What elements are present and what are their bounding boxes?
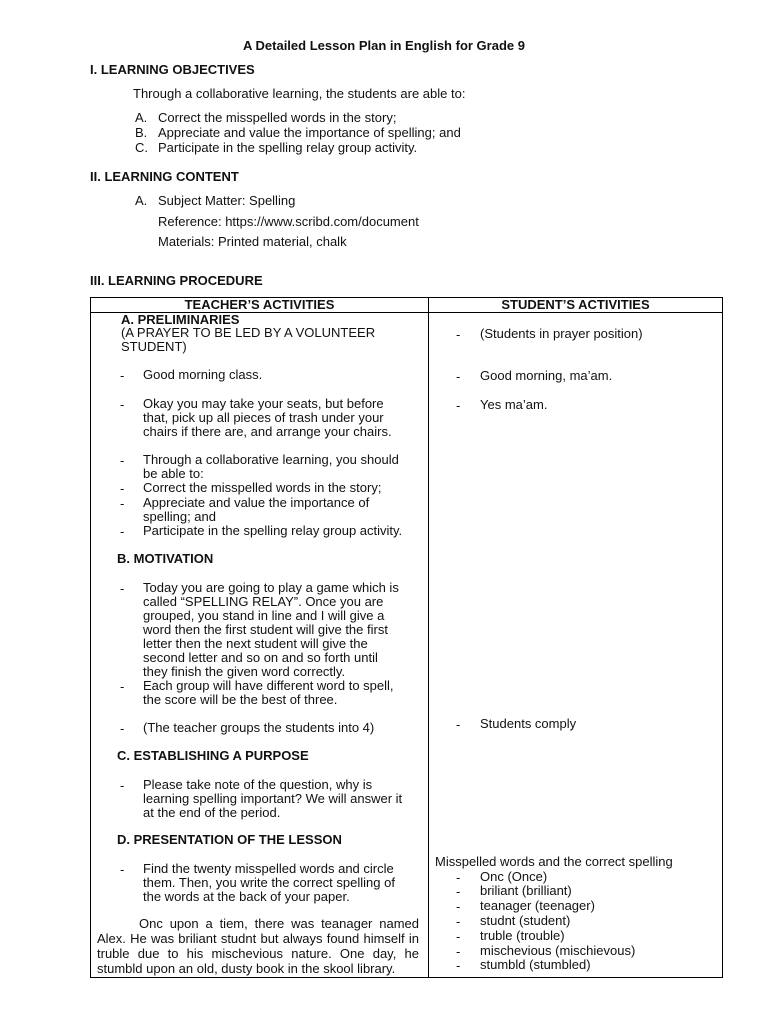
- teacher-line: grouped, you stand in line and I will give a: [143, 608, 385, 623]
- procedure-table: [90, 297, 723, 978]
- bullet-dash: -: [120, 481, 125, 496]
- teacher-line: Participate in the spelling relay group activity.: [143, 523, 403, 538]
- section-1-heading: I. LEARNING OBJECTIVES: [90, 62, 255, 77]
- bullet-dash: -: [120, 862, 125, 877]
- teacher-line: Appreciate and value the importance of: [143, 495, 370, 510]
- teacher-line: Through a collaborative learning, you should: [143, 452, 399, 467]
- teacher-line: Correct the misspelled words in the story;: [143, 480, 382, 495]
- teacher-line: the score will be the best of three.: [143, 692, 338, 707]
- story-paragraph: Onc upon a tiem, there was teanager named Alex. He was briliant studnt but always found himself in truble due to his mischevious nature. One day, he stumbld upon an old, dusty book in the skool library.: [97, 916, 419, 976]
- bullet-dash: -: [456, 899, 461, 914]
- teacher-line: word then the first student will give the first: [143, 622, 388, 637]
- objective-item: Appreciate and value the importance of spelling; and: [158, 125, 461, 140]
- document-title: A Detailed Lesson Plan in English for Grade 9: [243, 38, 525, 53]
- objective-marker: A.: [135, 110, 148, 125]
- list-item: Onc (Once): [480, 869, 548, 884]
- student-line: Yes ma’am.: [480, 397, 548, 412]
- table-header-row: [91, 298, 723, 313]
- bullet-dash: -: [456, 884, 461, 899]
- teacher-line: be able to:: [143, 466, 204, 481]
- bullet-dash: -: [120, 496, 125, 511]
- content-marker: A.: [135, 193, 148, 208]
- teacher-line: that, pick up all pieces of trash under your: [143, 410, 384, 425]
- teacher-line: Find the twenty misspelled words and circle: [143, 861, 394, 876]
- list-item: teanager (teenager): [480, 898, 595, 913]
- list-item: briliant (brilliant): [480, 883, 572, 898]
- list-item: stumbld (stumbled): [480, 957, 591, 972]
- student-line: (Students in prayer position): [480, 326, 643, 341]
- student-line: Students comply: [480, 716, 577, 731]
- objectives-intro: Through a collaborative learning, the students are able to:: [133, 86, 466, 101]
- bullet-dash: -: [456, 958, 461, 973]
- section-2-heading: II. LEARNING CONTENT: [90, 169, 239, 184]
- preliminaries-heading: A. PRELIMINARIES: [121, 313, 240, 327]
- presentation-heading: D. PRESENTATION OF THE LESSON: [117, 832, 342, 847]
- table-row: [91, 313, 723, 978]
- teacher-line: at the end of the period.: [143, 805, 281, 820]
- bullet-dash: -: [120, 778, 125, 793]
- teacher-activities-cell: [91, 313, 429, 978]
- teacher-line: the words at the back of your paper.: [143, 889, 350, 904]
- bullet-dash: -: [120, 453, 125, 468]
- purpose-heading: C. ESTABLISHING A PURPOSE: [117, 748, 309, 763]
- teacher-line: Each group will have different word to spell,: [143, 678, 394, 693]
- bullet-dash: -: [456, 369, 461, 384]
- bullet-dash: -: [456, 717, 461, 732]
- list-item: studnt (student): [480, 913, 571, 928]
- teacher-line: them. Then, you write the correct spelling of: [143, 875, 395, 890]
- bullet-dash: -: [120, 721, 125, 736]
- teacher-line: second letter and so on and so forth until: [143, 650, 378, 665]
- list-item: truble (trouble): [480, 928, 565, 943]
- bullet-dash: -: [120, 397, 125, 412]
- teacher-line: letter then the next student will give the: [143, 636, 368, 651]
- teacher-line: chairs if there are, and arrange your chairs.: [143, 424, 392, 439]
- bullet-dash: -: [456, 944, 461, 959]
- teacher-line: Good morning class.: [143, 367, 263, 382]
- objective-item: Participate in the spelling relay group activity.: [158, 140, 418, 155]
- materials: Materials: Printed material, chalk: [158, 234, 347, 249]
- teacher-line: Okay you may take your seats, but before: [143, 396, 384, 411]
- teacher-line: called “SPELLING RELAY”. Once you are: [143, 594, 384, 609]
- teacher-line: they finish the given word correctly.: [143, 664, 346, 679]
- student-line: Good morning, ma’am.: [480, 368, 613, 383]
- motivation-heading: B. MOTIVATION: [117, 551, 214, 566]
- teacher-line: (The teacher groups the students into 4): [143, 720, 375, 735]
- list-item: mischevious (mischievous): [480, 943, 636, 958]
- bullet-dash: -: [120, 679, 125, 694]
- bullet-dash: -: [456, 914, 461, 929]
- teacher-line: Today you are going to play a game which is: [143, 580, 399, 595]
- bullet-dash: -: [456, 929, 461, 944]
- section-3-heading: III. LEARNING PROCEDURE: [90, 273, 263, 288]
- bullet-dash: -: [120, 524, 125, 539]
- bullet-dash: -: [456, 327, 461, 342]
- objective-marker: C.: [135, 140, 148, 155]
- subject-matter: Subject Matter: Spelling: [158, 193, 296, 208]
- teacher-line: Please take note of the question, why is: [143, 777, 373, 792]
- teacher-line: learning spelling important? We will answer it: [143, 791, 403, 806]
- student-activities-cell: [429, 313, 723, 978]
- objective-item: Correct the misspelled words in the story;: [158, 110, 397, 125]
- bullet-dash: -: [120, 368, 125, 383]
- prayer-note: (A PRAYER TO BE LED BY A VOLUNTEER: [121, 325, 376, 340]
- misspelled-heading: Misspelled words and the correct spelling: [435, 854, 673, 869]
- bullet-dash: -: [456, 870, 461, 885]
- student-column-header: STUDENT’S ACTIVITIES: [429, 298, 723, 313]
- prayer-note: STUDENT): [121, 339, 187, 354]
- teacher-line: spelling; and: [143, 509, 216, 524]
- teacher-column-header: TEACHER’S ACTIVITIES: [91, 298, 429, 313]
- reference: Reference: https://www.scribd.com/document: [158, 214, 419, 229]
- bullet-dash: -: [456, 398, 461, 413]
- bullet-dash: -: [120, 581, 125, 596]
- objective-marker: B.: [135, 125, 148, 140]
